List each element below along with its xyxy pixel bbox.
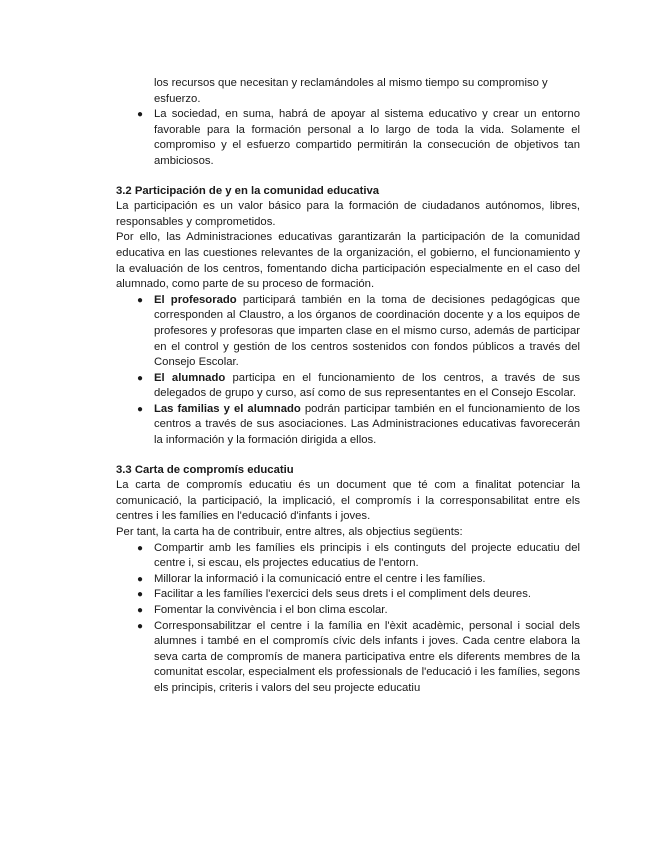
list-item — [137, 572, 580, 588]
list-item — [137, 541, 580, 572]
list-item — [137, 402, 580, 449]
list-item-text: Compartir amb les famílies els principis i els continguts del projecte educatiu del centre i, si escau, els projectes educatius de l'entorn. — [154, 541, 580, 570]
paragraph: Por ello, las Administraciones educativas garantizarán la participación de la comunidad educativa en las cuestiones relevantes de la organización, el gobierno, el funcionamiento y la evaluación de los centros, fomentando dicha participación especialmente en el caso del alumnado, como parte de su proceso de formación. — [116, 231, 580, 291]
section-heading: 3.3 Carta de compromís educatiu — [116, 463, 294, 476]
list-item-text: Millorar la informació i la comunicació entre el centre i les famílies. — [154, 572, 486, 585]
list-item-text: participará también en la toma de decisiones pedagógicas que corresponden al Claustro, a los órganos de coordinación docente y a los equipos de profesores y profesoras que imparten clase en el mismo curso, además de participar en el control y gestión de los centros sostenidos con fondos públicos a través del Consejo Escolar. — [154, 293, 580, 369]
intro-continuation-list — [116, 76, 580, 107]
bullet-icon: ● — [137, 403, 144, 415]
list-item — [137, 619, 580, 697]
bullet-icon: ● — [137, 109, 144, 121]
bullet-icon: ● — [137, 542, 144, 554]
intro-bullet-list — [116, 107, 580, 169]
paragraph: La participación es un valor básico para la formación de ciudadanos autónomos, libres, responsables y comprometidos. — [116, 200, 580, 228]
list-item-text: Fomentar la convivència i el bon clima escolar. — [154, 604, 388, 616]
list-item — [137, 603, 580, 619]
bullet-icon: ● — [137, 573, 144, 585]
paragraph: La carta de compromís educatiu és un document que té com a finalitat potenciar la comunicació, la participació, la implicació, el compromís i la corresponsabilitat entre els centres i les famílies en l'educació d'infants i joves. — [116, 479, 580, 523]
list-item — [137, 587, 580, 603]
section-heading: 3.2 Participación de y en la comunidad educativa — [116, 184, 380, 197]
intro-continuation: los recursos que necesitan y reclamándoles al mismo tiempo su compromiso y esfuerzo. — [154, 77, 548, 105]
list-item-bold: Las familias y el alumnado — [154, 402, 301, 415]
list-item-text: podrán participar también en el funcionamiento de los centros a través de sus asociaciones. Las Administraciones educativas favorecerán la información y la formación dirigida a ellos. — [154, 402, 580, 447]
list-item-bold: El alumnado — [154, 371, 226, 384]
list-item — [137, 107, 580, 169]
list-item-bold: El profesorado — [154, 293, 237, 306]
list-item-text: La sociedad, en suma, habrá de apoyar al sistema educativo y crear un entorno favorable para la formación personal a lo largo de toda la vida. Solamente el compromiso y el esfuerzo compartido permitirán la consecución de objetivos tan ambiciosos. — [154, 108, 580, 167]
list-item-text: Facilitar a les famílies l'exercici dels seus drets i el compliment dels deures. — [154, 588, 531, 601]
bullet-icon: ● — [137, 620, 144, 632]
bullet-icon: ● — [137, 589, 144, 601]
participation-list — [116, 293, 580, 449]
bullet-icon: ● — [137, 605, 144, 616]
paragraph: Per tant, la carta ha de contribuir, entre altres, als objectius següents: — [116, 526, 463, 539]
bullet-icon: ● — [137, 294, 144, 306]
list-item-text: participa en el funcionamiento de los centros, a través de sus delegados de grupo y curso, así como de sus representantes en el Consejo Escolar. — [154, 371, 580, 400]
list-item — [137, 293, 580, 371]
objectives-list — [116, 541, 580, 697]
list-item — [137, 371, 580, 402]
document-page — [116, 76, 580, 697]
list-item-text: Corresponsabilitzar el centre i la família en l'èxit acadèmic, personal i social dels alumnes i també en el compromís cívic dels infants i joves. Cada centre elabora la seva carta de compromís de manera participativa entre els diferents membres de la comunitat escolar, especialment els professionals de l'educació i les famílies, segons els principis, criteris i valors del seu projecte educatiu — [154, 619, 580, 694]
bullet-icon: ● — [137, 372, 144, 384]
